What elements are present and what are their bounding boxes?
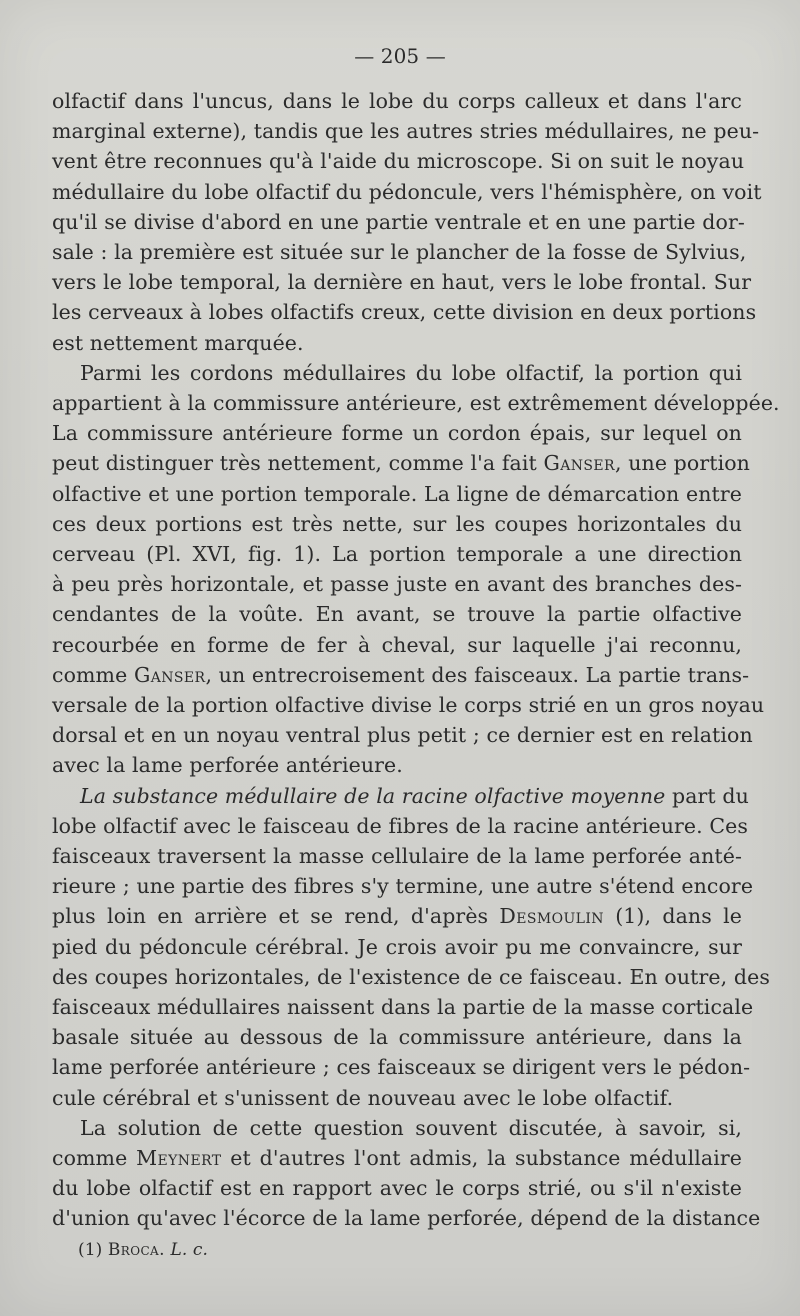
text-line [52, 177, 762, 207]
footnote-author: Broca. [107, 1240, 165, 1260]
text-line [52, 479, 742, 509]
text-line [52, 720, 753, 750]
text-segment: lame perforée antérieure ; ces faisceaux se dirigent vers le pédon- [52, 1055, 751, 1080]
text-segment: pied du pédoncule cérébral. Je crois avoir pu me convaincre, sur [52, 934, 742, 959]
text-line [52, 1052, 751, 1082]
text-line [52, 660, 750, 690]
text-line [52, 992, 754, 1022]
text-line [52, 811, 749, 841]
text-segment: (1), dans le [603, 904, 742, 929]
text-line [52, 539, 742, 569]
author-name: Ganser [543, 451, 615, 476]
text-line [52, 781, 749, 811]
footnote-reference: L. c. [170, 1240, 208, 1260]
text-segment: vers le lobe temporal, la dernière en haut, vers le lobe frontal. Sur [52, 270, 752, 295]
text-line [52, 86, 742, 116]
text-line [52, 1083, 742, 1113]
text-segment: cendantes de la voûte. En avant, se trouve la partie olfactive [52, 602, 742, 627]
text-line [52, 237, 747, 267]
author-name: Desmoulin [499, 904, 604, 929]
text-segment: rieure ; une partie des fibres s'y termine, une autre s'étend encore [52, 874, 754, 899]
text-segment: les cerveaux à lobes olfactifs creux, cette division en deux portions [52, 300, 757, 325]
text-line [52, 841, 742, 871]
text-line [52, 1173, 742, 1203]
text-segment: vent être reconnues qu'à l'aide du microscope. Si on suit le noyau [52, 149, 745, 174]
text-line [52, 418, 742, 448]
text-line [52, 116, 760, 146]
footnote-marker: (1) [78, 1240, 103, 1260]
text-segment: médullaire du lobe olfactif du pédoncule, vers l'hémisphère, on voit [52, 179, 762, 204]
text-line [52, 297, 757, 327]
text-line [52, 388, 780, 418]
text-line [52, 569, 742, 599]
text-segment: La solution de cette question souvent discutée, à savoir, si, [80, 1115, 742, 1140]
text-segment: sale : la première est située sur le plancher de la fosse de Sylvius, [52, 240, 747, 264]
text-line [52, 1022, 742, 1052]
text-segment: cerveau (Pl. XVI, fig. 1). La portion temporale a une direction [52, 542, 742, 566]
text-segment: ces deux portions est très nette, sur les coupes horizontales du [52, 511, 742, 536]
text-segment: du lobe olfactif est en rapport avec le corps strié, ou s'il n'existe [52, 1176, 742, 1201]
text-line [52, 509, 742, 539]
text-line [52, 901, 742, 931]
text-segment: La commissure antérieure forme un cordon épais, sur lequel on [52, 421, 742, 446]
text-segment: comme [52, 662, 134, 687]
text-line [52, 750, 742, 780]
text-segment: et d'autres l'ont admis, la substance médullaire [221, 1146, 743, 1170]
text-segment: recourbée en forme de fer à cheval, sur laquelle j'ai reconnu, [52, 632, 742, 657]
text-line [52, 1203, 761, 1233]
text-line [52, 1113, 742, 1143]
text-segment: faisceaux médullaires naissent dans la partie de la masse corticale [52, 995, 754, 1019]
text-segment: peut distinguer très nettement, comme l'a fait [52, 451, 544, 476]
text-line [52, 358, 742, 388]
page-number: — 205 — [354, 44, 446, 68]
text-segment: faisceaux traversent la masse cellulaire de la lame perforée anté- [52, 844, 742, 868]
text-segment: , une portion [614, 451, 750, 476]
text-line [52, 599, 742, 629]
text-segment: à peu près horizontale, et passe juste en avant des branches des- [52, 572, 742, 597]
text-segment: dorsal et en un noyau ventral plus petit ; ce dernier est en relation [52, 723, 753, 748]
text-segment: cule cérébral et s'unissent de nouveau avec le lobe olfactif. [52, 1085, 674, 1110]
text-line [52, 328, 742, 358]
text-segment: plus loin en arrière et se rend, d'après [52, 904, 500, 929]
text-line [52, 962, 770, 992]
text-line [52, 871, 754, 901]
text-line [52, 448, 750, 478]
text-segment: olfactive et une portion temporale. La ligne de démarcation entre [52, 481, 742, 506]
text-segment: d'union qu'avec l'écorce de la lame perforée, dépend de la distance [52, 1206, 761, 1231]
text-line [52, 207, 745, 237]
text-segment: Parmi les cordons médullaires du lobe olfactif, la portion qui [80, 360, 742, 385]
author-name: Meynert [136, 1146, 222, 1170]
text-segment: olfactif dans l'uncus, dans le lobe du corps calleux et dans l'arc [52, 89, 742, 113]
text-line [52, 267, 752, 297]
text-segment: versale de la portion olfactive divise le corps strié en un gros noyau [52, 693, 765, 717]
text-segment: des coupes horizontales, de l'existence de ce faisceau. En outre, des [52, 964, 770, 989]
italic-phrase: La substance médullaire de la racine olfactive moyenne [80, 783, 666, 808]
text-segment: , un entrecroisement des faisceaux. La partie trans- [205, 662, 750, 687]
text-segment: lobe olfactif avec le faisceau de fibres de la racine antérieure. Ces [52, 813, 749, 838]
text-line [52, 146, 745, 176]
text-segment: avec la lame perforée antérieure. [52, 753, 403, 778]
text-segment: part du [665, 783, 749, 808]
text-line [52, 932, 742, 962]
text-line [52, 630, 742, 660]
text-segment: marginal externe), tandis que les autres stries médullaires, ne peu- [52, 119, 760, 144]
text-segment: comme [52, 1146, 137, 1170]
text-segment: est nettement marquée. [52, 330, 304, 355]
text-segment: basale située au dessous de la commissure antérieure, dans la [52, 1025, 742, 1050]
text-segment: qu'il se divise d'abord en une partie ventrale et en une partie dor- [52, 209, 745, 234]
author-name: Ganser [133, 662, 206, 687]
footnote [78, 1240, 208, 1260]
text-segment: appartient à la commissure antérieure, est extrêmement développée. [52, 391, 780, 415]
text-line [52, 690, 765, 720]
text-line [52, 1143, 742, 1173]
